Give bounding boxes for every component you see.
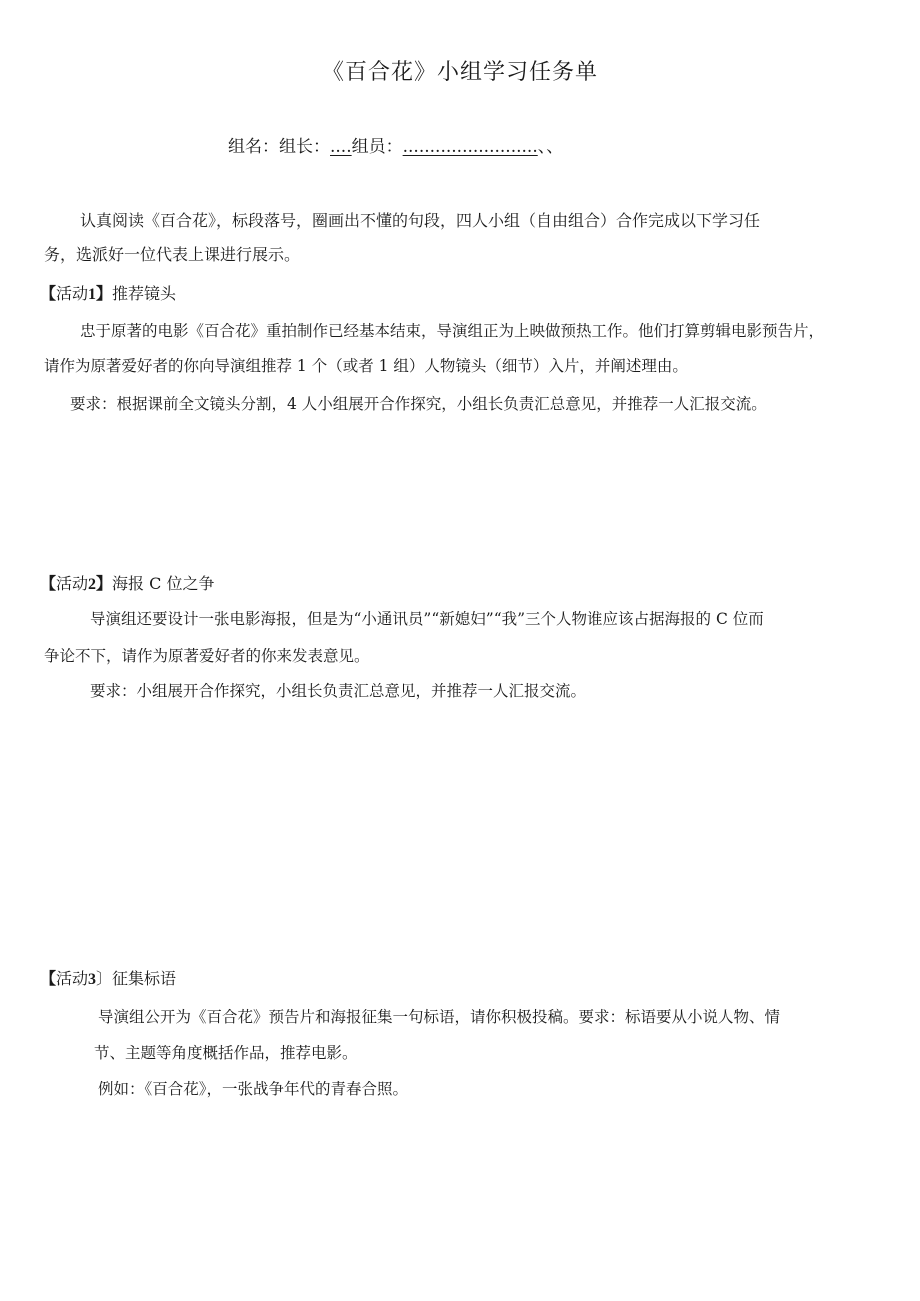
- activity-1-prefix: 活动: [56, 284, 89, 303]
- activity-3-bracket-close: 〕: [96, 969, 113, 988]
- activity-2-bracket-open: 【: [40, 574, 57, 593]
- activity-2-number: 2: [88, 576, 97, 593]
- activity-3-title: 征集标语: [112, 969, 177, 988]
- group-leader-blank: ....: [330, 137, 352, 157]
- activity-1-bracket-open: 【: [40, 284, 57, 303]
- activity-3-line-1: 导演组公开为《百合花》预告片和海报征集一句标语，请你积极投稿。要求：标语要从小说人物、情: [98, 1008, 781, 1026]
- activity-1-line-2: 请作为原著爱好者的你向导演组推荐 1 个（或者 1 组）人物镜头（细节）入片，并阐述理由。: [44, 357, 688, 375]
- activity-3-line-2: 节、主题等角度概括作品，推荐电影。: [94, 1044, 358, 1062]
- activity-2-line-2: 争论不下，请作为原著爱好者的你来发表意见。: [44, 647, 370, 665]
- page-title: 《百合花》小组学习任务单: [321, 60, 598, 85]
- activity-2-bracket-close: 】: [96, 574, 113, 593]
- intro-line-1: 认真阅读《百合花》，标段落号，圈画出不懂的句段，四人小组（自由组合）合作完成以下学习任: [80, 211, 761, 230]
- activity-2-line-1: 导演组还要设计一张电影海报，但是为“小通讯员”“新媳妇”“我”三个人物谁应该占据海报的 C 位而: [90, 610, 764, 628]
- intro-line-2: 务，选派好一位代表上课进行展示。: [44, 245, 301, 264]
- group-leader-label: 组长：: [279, 137, 330, 157]
- group-name-label: 组名：: [228, 137, 279, 157]
- group-members-blank: .........................: [402, 137, 538, 157]
- activity-1-heading: [40, 284, 176, 305]
- group-info-line: [228, 137, 563, 157]
- activity-2-heading: [40, 574, 214, 595]
- group-members-label: 组员：: [351, 137, 403, 157]
- activity-3-heading: [40, 969, 176, 990]
- activity-3-bracket-open: 【: [40, 969, 57, 988]
- activity-2-prefix: 活动: [56, 574, 89, 593]
- activity-1-line-1: 忠于原著的电影《百合花》重拍制作已经基本结束，导演组正为上映做预热工作。他们打算剪辑电影预告片，: [80, 322, 825, 340]
- group-tail: 、、: [537, 137, 564, 157]
- activity-1-title: 推荐镜头: [112, 284, 177, 303]
- activity-1-requirement: 要求：根据课前全文镜头分割，4 人小组展开合作探究，小组长负责汇总意见，并推荐一人汇报交流。: [70, 395, 767, 413]
- activity-3-example: 例如：《百合花》，一张战争年代的青春合照。: [98, 1080, 409, 1098]
- activity-3-prefix: 活动: [56, 969, 89, 988]
- activity-2-title: 海报 C 位之争: [112, 574, 215, 593]
- activity-1-number: 1: [88, 286, 97, 303]
- activity-1-bracket-close: 】: [96, 284, 113, 303]
- activity-2-requirement: 要求：小组展开合作探究，小组长负责汇总意见，并推荐一人汇报交流。: [90, 682, 587, 700]
- activity-3-number: 3: [88, 971, 97, 988]
